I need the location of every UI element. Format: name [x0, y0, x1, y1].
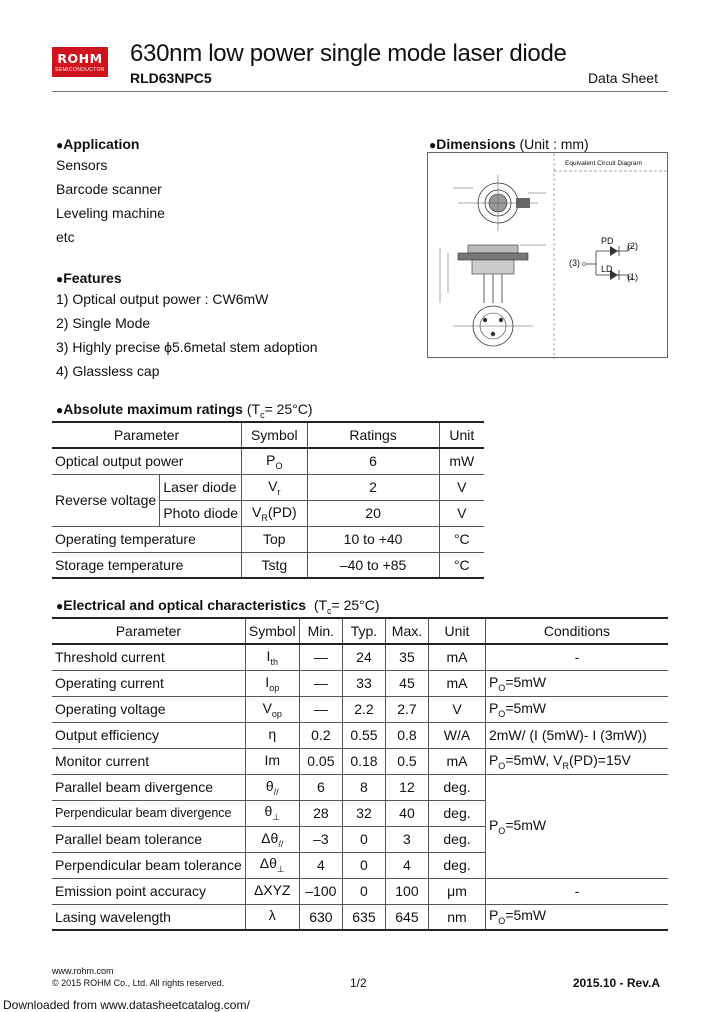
col-header: Max.	[385, 618, 428, 644]
table-row: Reverse voltage Laser diode $V_r$ 2 V	[52, 474, 484, 500]
feature-item: 4) Glassless cap	[56, 363, 160, 379]
page-title: 630nm low power single mode laser diode	[130, 40, 567, 67]
package-drawing	[428, 153, 669, 359]
page-number: 1/2	[350, 976, 367, 990]
col-header: Parameter	[52, 618, 245, 644]
part-number: RLD63NPC5	[130, 70, 212, 86]
col-header: Symbol	[245, 618, 299, 644]
ld-label: LD	[601, 264, 613, 274]
pin-1-label: (1)	[627, 272, 638, 282]
bullet-icon: ●	[56, 403, 64, 417]
logo-subtext: SEMICONDUCTOR	[55, 67, 105, 73]
table-row: Operating voltage $V_{op}$ — 2.2 2.7 V $P_O=5mW$	[52, 696, 668, 722]
feature-item: 2) Single Mode	[56, 315, 151, 331]
doc-type: Data Sheet	[587, 70, 658, 86]
bullet-icon: ●	[429, 138, 437, 152]
dimensions-unit: (Unit : mm)	[519, 136, 589, 152]
bullet-icon: ●	[56, 272, 64, 286]
application-item: etc	[56, 229, 75, 245]
download-link[interactable]: Downloaded from www.datasheetcatalog.com/	[3, 998, 250, 1012]
table-row: Perpendicular beam tolerance $\Delta\theta_\perp$ 4 0 4 deg.	[52, 852, 668, 878]
table-row: Monitor current Im 0.05 0.18 0.5 mA $P_O=5mW$, $V_R(PD)=15V$	[52, 748, 668, 774]
logo-word: ROHM	[57, 51, 103, 66]
table-row: Storage temperature Tstg –40 to +85 °C	[52, 552, 484, 578]
table-row: Output efficiency η 0.2 0.55 0.8 W/A 2mW/ (I (5mW)- I (3mW))	[52, 722, 668, 748]
feature-item: 3) Highly precise ϕ5.6metal stem adoption	[56, 339, 318, 355]
application-item: Barcode scanner	[56, 181, 162, 197]
col-header: Typ.	[343, 618, 386, 644]
table-row: Lasing wavelength λ 630 635 645 nm $P_O=5mW$	[52, 904, 668, 930]
footer-copyright: © 2015 ROHM Co., Ltd. All rights reserved.	[52, 978, 225, 988]
bullet-icon: ●	[56, 138, 64, 152]
table-row: Optical output power $P_O$ 6 mW	[52, 448, 484, 474]
revision: 2015.10 - Rev.A	[572, 976, 660, 990]
application-heading: ●Application	[56, 136, 140, 152]
rohm-logo	[52, 47, 108, 77]
header-rule	[52, 91, 668, 92]
table-row: Parallel beam divergence $\theta_{//}$ 6 8 12 deg. $P_O=5mW$	[52, 774, 668, 800]
col-header: Unit	[429, 618, 486, 644]
table-row: Operating temperature Top 10 to +40 °C	[52, 526, 484, 552]
dimensions-figure	[427, 152, 668, 358]
dimensions-heading: ●Dimensions (Unit : mm)	[429, 136, 589, 152]
col-header: Symbol	[242, 422, 307, 448]
application-item: Leveling machine	[56, 205, 165, 221]
eo-heading: ●Electrical and optical characteristics $(T_c= 25^\circ C)$	[56, 597, 380, 616]
pin-2-label: (2)	[627, 241, 638, 251]
table-row: Photo diode $V_R(PD)$ 20 V	[52, 500, 484, 526]
col-header: Min.	[299, 618, 342, 644]
abs-max-table	[52, 421, 484, 579]
table-row: Parallel beam tolerance $\Delta\theta_{//}$ –3 0 3 deg.	[52, 826, 668, 852]
circuit-title: Equivalent Circuit Diagram	[565, 160, 642, 167]
pin-3-label: (3)	[569, 258, 580, 268]
table-row: Operating current $I_{op}$ — 33 45 mA $P_O=5mW$	[52, 670, 668, 696]
table-row: Threshold current $I_{th}$ — 24 35 mA -	[52, 644, 668, 670]
col-header: Conditions	[485, 618, 668, 644]
pd-label: PD	[601, 236, 614, 246]
abs-max-heading: ●Absolute maximum ratings $(T_c= 25^\circ C)$	[56, 401, 313, 420]
col-header: Parameter	[52, 422, 242, 448]
col-header: Ratings	[307, 422, 439, 448]
table-row: Perpendicular beam divergence $\theta_\perp$ 28 32 40 deg.	[52, 800, 668, 826]
eo-table	[52, 617, 668, 931]
application-item: Sensors	[56, 157, 108, 173]
bullet-icon: ●	[56, 599, 64, 613]
feature-item: 1) Optical output power : CW6mW	[56, 291, 269, 307]
footer-site: www.rohm.com	[52, 966, 114, 976]
col-header: Unit	[439, 422, 484, 448]
table-row: Emission point accuracy ΔXYZ –100 0 100 μm -	[52, 878, 668, 904]
features-heading: ●Features	[56, 270, 122, 286]
